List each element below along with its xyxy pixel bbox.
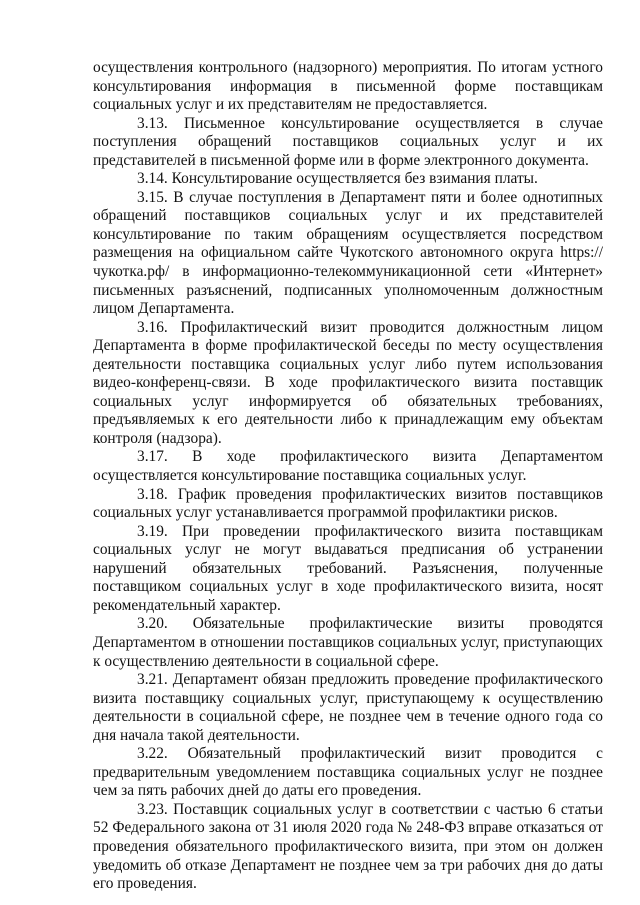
paragraph-3-22: 3.22. Обязательный профилактический визит проводится с предварительным уведомлением поставщика социальных услуг не позднее чем за пять рабочих дней до даты его проведения. bbox=[93, 745, 603, 800]
paragraph-3-18: 3.18. График проведения профилактических визитов поставщиков социальных услуг устанавливается программой профилактики рисков. bbox=[93, 485, 603, 522]
paragraph-3-17: 3.17. В ходе профилактического визита Департаментом осуществляется консультирование поставщика социальных услуг. bbox=[93, 448, 603, 485]
paragraph-3-15: 3.15. В случае поступления в Департамент пяти и более однотипных обращений поставщиков социальных услуг и их представителей консультирование по таким обращениям осуществляется посредством размещения на официальном сайте Чукотского автономного округа https://чукотка.рф/ в информационно-телекоммуникационной сети «Интернет» письменных разъяснений, подписанных уполномоченным должностным лицом Департамента. bbox=[93, 188, 603, 318]
paragraph-3-21: 3.21. Департамент обязан предложить проведение профилактического визита поставщику социальных услуг, приступающему к осуществлению деятельности в социальной сфере, не позднее чем в течение одного года со дня начала такой деятельности. bbox=[93, 671, 603, 744]
paragraph-3-16: 3.16. Профилактический визит проводится должностным лицом Департамента в форме профилактической беседы по месту осуществления деятельности поставщика социальных услуг либо путем использования видео-конференц-связи. В ходе профилактического визита поставщик социальных услуг информируется об обязательных требованиях, предъявляемых к его деятельности либо к принадлежащим ему объектам контроля (надзора). bbox=[93, 318, 603, 447]
paragraph-3-19: 3.19. При проведении профилактического визита поставщикам социальных услуг не могут выдаваться предписания об устранении нарушений обязательных требований. Разъяснения, полученные поставщиком социальных услуг в ходе профилактического визита, носят рекомендательный характер. bbox=[93, 522, 603, 614]
paragraph-continuation: осуществления контрольного (надзорного) мероприятия. По итогам устного консультирования информация в письменной форме поставщикам социальных услуг и их представителям не предоставляется. bbox=[93, 59, 603, 114]
document-body bbox=[93, 59, 603, 894]
paragraph-3-13: 3.13. Письменное консультирование осуществляется в случае поступления обращений поставщиков социальных услуг и их представителей в письменной форме или в форме электронного документа. bbox=[93, 114, 603, 169]
paragraph-3-23: 3.23. Поставщик социальных услуг в соответствии с частью 6 статьи 52 Федерального закона от 31 июля 2020 года № 248-ФЗ вправе отказаться от проведения обязательного профилактического визита, при этом он должен уведомить об отказе Департамент не позднее чем за три рабочих дня до даты его проведения. bbox=[93, 800, 603, 893]
paragraph-3-20: 3.20. Обязательные профилактические визиты проводятся Департаментом в отношении поставщиков социальных услуг, приступающих к осуществлению деятельности в социальной сфере. bbox=[93, 615, 603, 670]
paragraph-3-14: 3.14. Консультирование осуществляется без взимания платы. bbox=[137, 170, 538, 188]
